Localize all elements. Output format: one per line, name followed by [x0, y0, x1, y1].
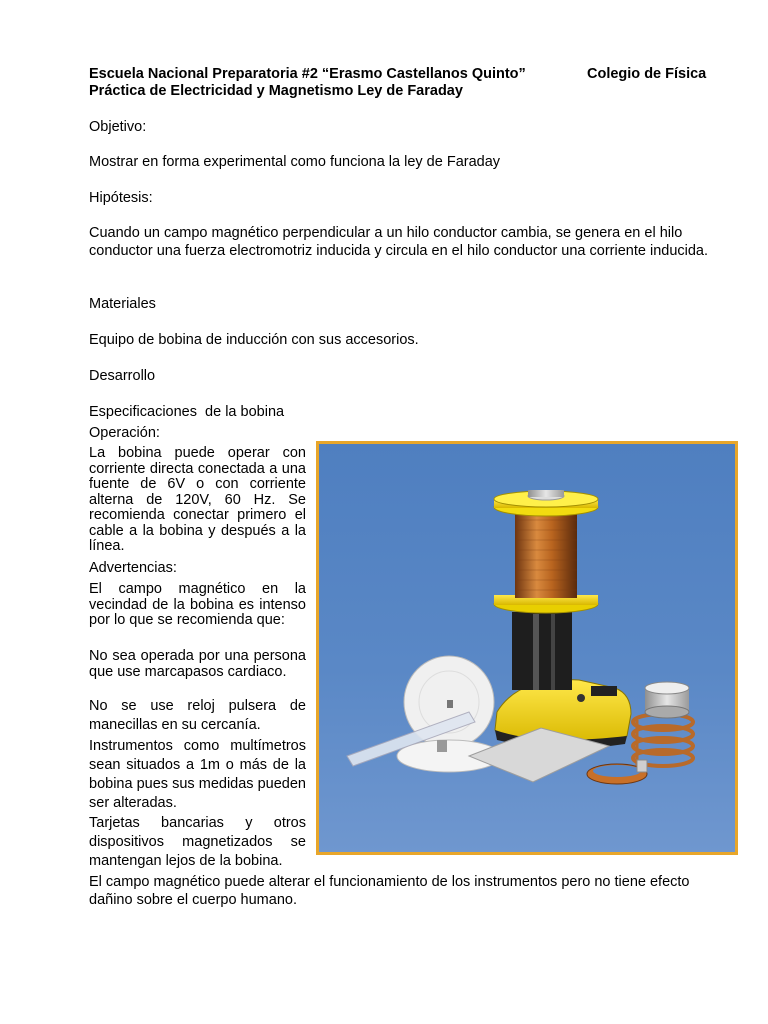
- coil-equipment-illustration: [319, 444, 735, 852]
- objetivo-heading: Objetivo:: [89, 119, 147, 135]
- desarrollo-heading: Desarrollo: [89, 368, 156, 384]
- advertencia-item: No se use reloj pulsera de manecillas en su cercanía.: [89, 698, 306, 733]
- induction-coil-photo: [316, 441, 738, 855]
- advertencia-item: No sea operada por una persona que use marcapasos cardiaco.: [89, 648, 306, 680]
- operacion-text: La bobina puede operar con corriente directa conectada a una fuente de 6V o con corriente alterna de 120V, 60 Hz. Se recomienda conectar primero el cable a la bobina y después a la línea.: [89, 445, 306, 554]
- objetivo-text: Mostrar en forma experimental como funciona la ley de Faraday: [89, 154, 501, 170]
- small-coil-bulb: [587, 760, 647, 784]
- specs-heading: Especificaciones de la bobina: [89, 404, 285, 420]
- advertencia-intro: El campo magnético en la vecindad de la bobina es intenso por lo que se recomienda que:: [89, 581, 306, 628]
- copper-spiral: [633, 714, 693, 766]
- copper-coil: [494, 490, 598, 613]
- materiales-heading: Materiales: [89, 296, 156, 312]
- materiales-text: Equipo de bobina de inducción con sus accesorios.: [89, 332, 419, 348]
- college-name: Colegio de Física: [587, 66, 707, 82]
- advertencia-item: Tarjetas bancarias y otros dispositivos magnetizados se mantengan lejos de la bobina.: [89, 815, 306, 869]
- school-name: Escuela Nacional Preparatoria #2 “Erasmo Castellanos Quinto”: [89, 66, 526, 82]
- operacion-heading: Operación:: [89, 425, 160, 441]
- closing-text: El campo magnético puede alterar el funcionamiento de los instrumentos pero no tiene efecto dañino sobre el cuerpo humano.: [89, 874, 690, 908]
- iron-core: [512, 612, 572, 690]
- metal-ring: [645, 682, 689, 718]
- advertencia-item: Instrumentos como multímetros sean situados a 1m o más de la bobina pues sus medidas pueden ser alteradas.: [89, 738, 306, 811]
- hipotesis-text: Cuando un campo magnético perpendicular a un hilo conductor cambia, se genera en el hilo conductor una fuerza electromotriz inducida y circula en el hilo conductor una corriente inducida.: [89, 225, 709, 259]
- advertencias-heading: Advertencias:: [89, 560, 177, 576]
- hipotesis-heading: Hipótesis:: [89, 190, 153, 206]
- practice-title: Práctica de Electricidad y Magnetismo Ley de Faraday: [89, 83, 463, 99]
